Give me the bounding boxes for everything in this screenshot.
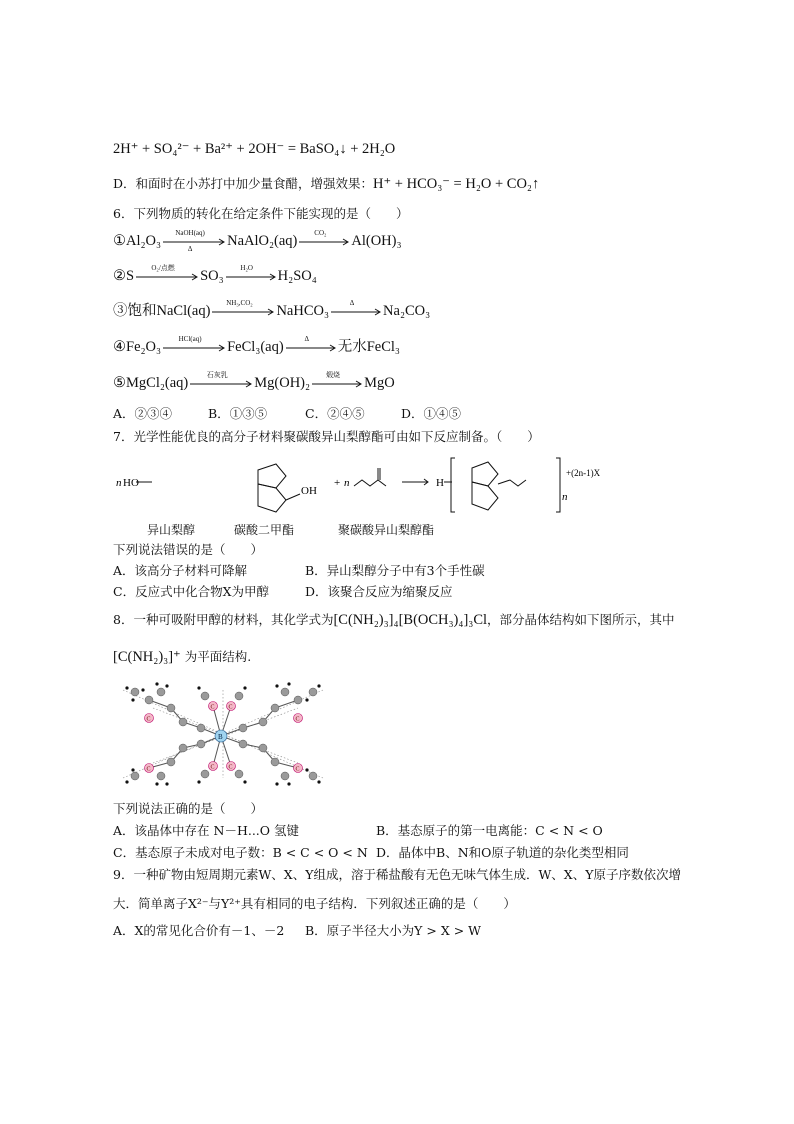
q8-stem-post: ，部分晶体结构如下图所示，其中 — [487, 612, 675, 627]
arrow-condition-below: Δ — [187, 244, 193, 253]
q8-line2 — [113, 648, 251, 666]
q7-n-label-2: n — [344, 477, 350, 489]
q7-option-d: D．该聚合反应为缩聚反应 — [305, 584, 453, 599]
q7-question: 下列说法错误的是（ ） — [113, 542, 264, 557]
q6-reactant: MgCl₂(aq) — [126, 375, 189, 391]
reaction-arrow — [226, 263, 276, 284]
q5-option-d-text: 和面时在小苏打中加少量食醋，增强效果： — [135, 176, 374, 191]
q6-item-number: ⑤ — [113, 375, 126, 391]
atom — [235, 692, 243, 700]
arrow-condition: HCl(aq) — [178, 334, 202, 343]
atom — [131, 772, 139, 780]
q6-item-number: ③ — [113, 303, 128, 319]
q7-ho-label: HO — [123, 477, 139, 489]
q6-intermediate: SO₃ — [200, 268, 224, 284]
reaction-arrow — [331, 298, 381, 319]
atom — [145, 696, 153, 704]
q5-option-d — [113, 175, 539, 193]
q5-option-d-label: D． — [113, 176, 136, 191]
q8-stem-pre: 8．一种可吸附甲醇的材料，其化学式为 — [113, 612, 334, 627]
q7-oh-label: OH — [301, 485, 317, 497]
reaction-arrow — [312, 370, 362, 391]
atom — [167, 758, 175, 766]
q8-question: 下列说法正确的是（ ） — [113, 801, 264, 816]
arrow-condition: H₂O — [240, 263, 253, 272]
hydrogen-atom — [165, 782, 168, 785]
hydrogen-atom — [197, 686, 200, 689]
atom — [239, 724, 247, 732]
q7-n-label: n — [116, 477, 122, 489]
atom — [201, 770, 209, 778]
reaction-arrow — [286, 334, 336, 355]
q7-h-label: H — [436, 477, 444, 489]
dimethyl-carbonate-structure — [354, 468, 386, 486]
hydrogen-atom — [125, 780, 128, 783]
hydrogen-atom — [305, 768, 308, 771]
arrow-condition: CO₂ — [314, 228, 327, 237]
arrow-condition: 石灰乳 — [206, 370, 228, 379]
q8-line2-text: 为平面结构. — [184, 649, 252, 664]
polymer-structure — [444, 458, 560, 512]
atom — [157, 688, 165, 696]
q6-item-5 — [113, 370, 395, 392]
atom — [271, 704, 279, 712]
hydrogen-atom — [155, 682, 158, 685]
caption-isosorbide: 异山梨醇 — [147, 523, 196, 537]
q8-formula: [C(NH₂)₃]₄[B(OCH₃)₄]₃Cl — [333, 612, 488, 628]
hydrogen-atom — [125, 686, 128, 689]
q6-reactant: Al₂O₃ — [126, 233, 162, 249]
q7-plus: + — [334, 477, 341, 489]
hydrogen-atom — [243, 686, 246, 689]
q6-item-4 — [113, 334, 400, 356]
atom — [235, 770, 243, 778]
q6-product: MgO — [364, 375, 395, 391]
q6-item-number: ① — [113, 233, 126, 249]
caption-dimethyl-carbonate: 碳酸二甲酯 — [234, 523, 295, 537]
q6-reactant: Fe₂O₃ — [126, 339, 162, 355]
carbon-atom-label: C — [228, 764, 233, 771]
q6-product: 无水FeCl₃ — [337, 339, 400, 355]
hydrogen-atom — [287, 782, 290, 785]
arrow-condition: Δ — [304, 334, 309, 343]
q9-option-b: B．原子半径大小为Y > X > W — [305, 923, 482, 938]
q6-intermediate: NaHCO₃ — [276, 303, 330, 319]
q6-item-2 — [113, 263, 317, 285]
hydrogen-atom — [317, 684, 320, 687]
atom — [271, 758, 279, 766]
carbon-atom-label: C — [210, 704, 215, 711]
q8-option-a: A．该晶体中存在 N－H...O 氢键 — [113, 823, 299, 838]
q9-line2: 大．简单离子X²⁻与Y²⁺具有相同的电子结构．下列叙述正确的是（ ） — [113, 896, 516, 911]
q7-option-b: B．异山梨醇分子中有3个手性碳 — [305, 563, 485, 578]
q6-reactant: 饱和NaCl(aq) — [127, 303, 211, 319]
atom — [281, 688, 289, 696]
hydrogen-atom — [131, 768, 134, 771]
atom — [239, 740, 247, 748]
q7-option-a: A．该高分子材料可降解 — [113, 563, 248, 578]
hydrogen-atom — [275, 782, 278, 785]
isosorbide-structure — [136, 464, 300, 512]
q6-product: Al(OH)₃ — [351, 233, 402, 249]
reaction-arrow — [163, 334, 225, 355]
q9-option-a: A．X的常见化合价有－1、－2 — [113, 923, 285, 938]
atom — [201, 692, 209, 700]
atom — [309, 688, 317, 696]
carbon-atom-label: C — [228, 704, 233, 711]
q6-item-3 — [113, 298, 431, 320]
reaction-arrow — [299, 228, 349, 249]
caption-polymer: 聚碳酸异山梨醇酯 — [338, 523, 435, 537]
q7-stem: 7．光学性能优良的高分子材料聚碳酸异山梨醇酯可由如下反应制备。（ ） — [113, 429, 540, 444]
atom — [179, 744, 187, 752]
arrow-condition: NH₃,CO₂ — [226, 298, 253, 307]
hydrogen-atom — [141, 688, 144, 691]
hydrogen-atom — [275, 684, 278, 687]
q8-cation-formula: [C(NH₂)₃]⁺ — [113, 649, 181, 665]
arrow-condition: O₂/点燃 — [151, 263, 175, 272]
q7-reaction-arrow — [402, 479, 428, 485]
atom — [197, 740, 205, 748]
q6-product: Na₂CO₃ — [383, 303, 431, 319]
hydrogen-atom — [155, 782, 158, 785]
atom — [309, 772, 317, 780]
q7-option-c: C．反应式中化合物X为甲醇 — [113, 584, 269, 599]
q8-option-d: D．晶体中B、N和O原子轨道的杂化类型相同 — [376, 845, 629, 860]
q6-item-number: ② — [113, 268, 126, 284]
reaction-arrow — [136, 263, 198, 284]
q5-option-d-equation: H⁺ + HCO₃⁻ = H₂O + CO₂↑ — [373, 176, 540, 192]
reaction-arrow — [163, 228, 225, 253]
q6-product: H₂SO₄ — [277, 268, 317, 284]
atom — [259, 744, 267, 752]
q7-byproduct: +(2n-1)X — [566, 468, 601, 478]
arrow-condition: Δ — [349, 298, 355, 307]
boron-atom-label: B — [218, 733, 223, 741]
arrow-condition: NaOH(aq) — [175, 228, 205, 237]
q8-stem — [113, 611, 675, 629]
q6-reactant: S — [126, 268, 135, 284]
hydrogen-atom — [287, 682, 290, 685]
reaction-arrow — [212, 298, 274, 319]
q6-option-d: D．①④⑤ — [401, 406, 462, 421]
hydrogen-atom — [197, 780, 200, 783]
carbon-atom-label: C — [210, 764, 215, 771]
q6-intermediate: NaAlO₂(aq) — [227, 233, 298, 249]
reaction-arrow — [190, 370, 252, 391]
crystal-structure-diagram — [113, 678, 338, 793]
q8-option-b: B．基态原子的第一电离能：C < N < O — [376, 823, 603, 838]
q6-item-number: ④ — [113, 339, 126, 355]
hydrogen-atom — [317, 780, 320, 783]
q6-intermediate: FeCl₃(aq) — [227, 339, 284, 355]
hydrogen-atom — [305, 698, 308, 701]
q9-line1: 9．一种矿物由短周期元素W、X、Y组成，溶于稀盐酸有无色无味气体生成．W、X、Y原子序数依次增 — [113, 867, 681, 882]
atom — [259, 718, 267, 726]
arrow-condition: 煅烧 — [326, 370, 341, 379]
atom — [157, 772, 165, 780]
q6-option-a: A．②③④ — [113, 406, 173, 421]
carbon-atom-label: C — [146, 766, 151, 773]
q8-option-c: C．基态原子未成对电子数：B < C < O < N — [113, 845, 368, 860]
q6-stem: 6．下列物质的转化在给定条件下能实现的是（ ） — [113, 206, 409, 221]
hydrogen-atom — [165, 684, 168, 687]
q7-reaction-scheme — [110, 450, 610, 520]
q6-item-1 — [113, 228, 402, 253]
q6-option-b: B．①③⑤ — [208, 406, 268, 421]
atom — [167, 704, 175, 712]
hydrogen-atom — [131, 698, 134, 701]
atom — [179, 718, 187, 726]
atom — [281, 772, 289, 780]
q6-option-c: C．②④⑤ — [305, 406, 365, 421]
q7-n-subscript: n — [562, 491, 568, 503]
q6-intermediate: Mg(OH)₂ — [254, 375, 311, 391]
atom — [294, 696, 302, 704]
q5-equation: 2H⁺ + SO₄²⁻ + Ba²⁺ + 2OH⁻ = BaSO₄↓ + 2H₂O — [113, 141, 396, 157]
carbon-atom-label: C — [146, 716, 151, 723]
atom — [131, 688, 139, 696]
atom — [197, 724, 205, 732]
hydrogen-atom — [243, 780, 246, 783]
carbon-atom-label: C — [295, 766, 300, 773]
carbon-atom-label: C — [295, 716, 300, 723]
